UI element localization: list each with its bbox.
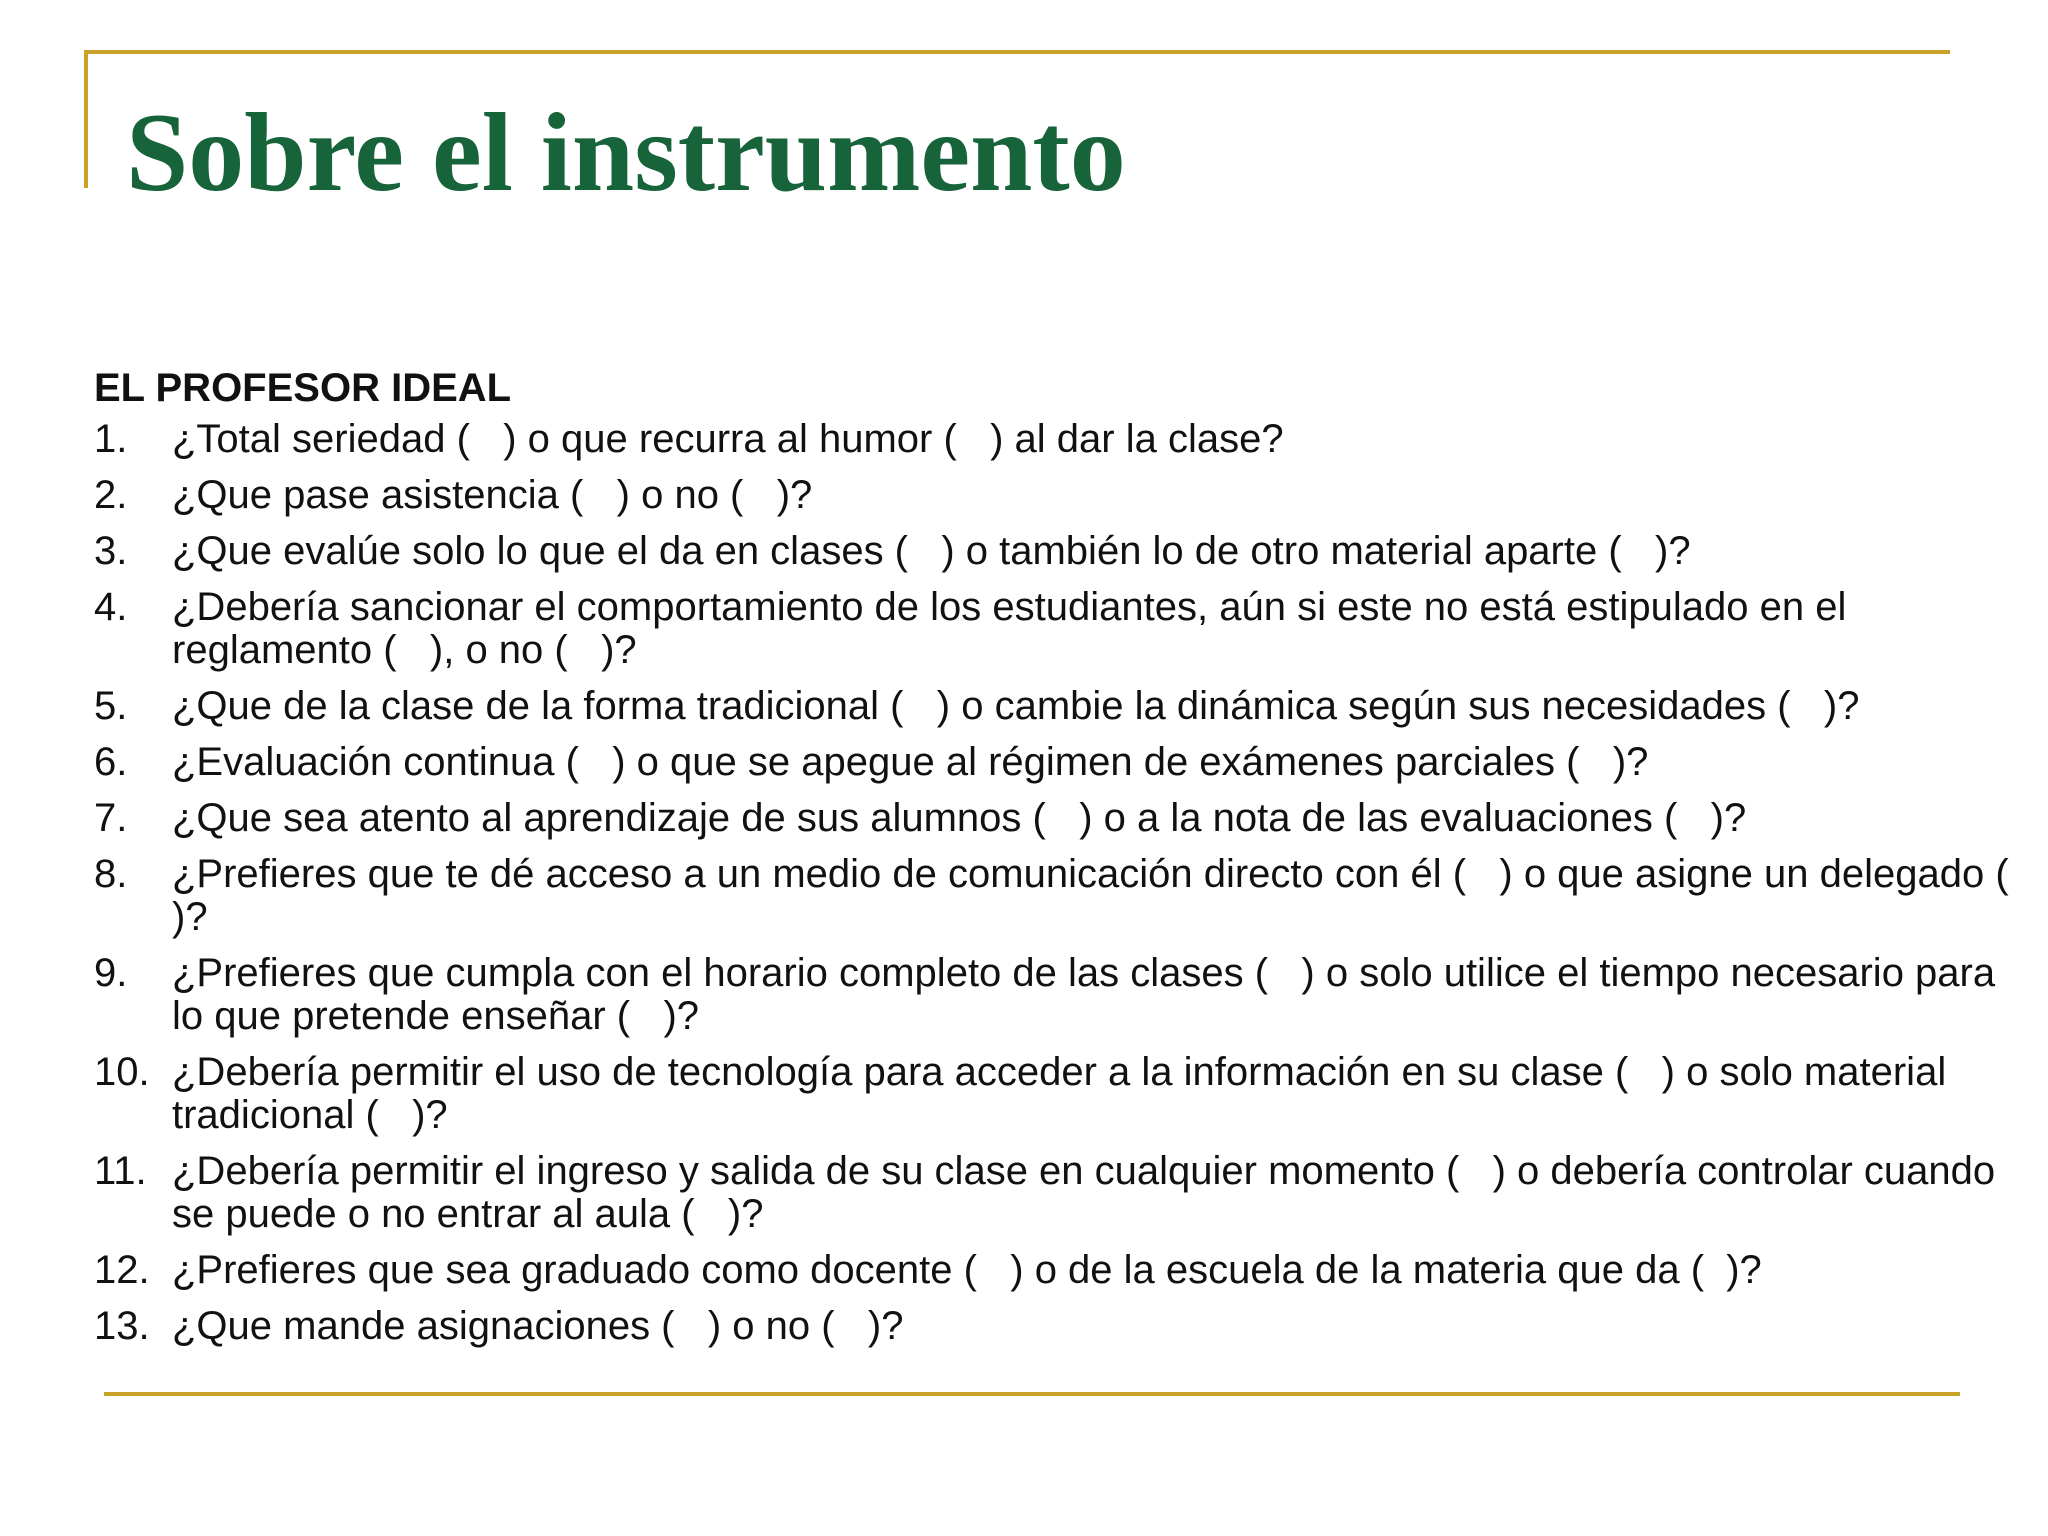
question-text: ¿Debería permitir el uso de tecnología para acceder a la información en su clase ( ) o solo material tradicional ( )? (172, 1050, 1958, 1137)
question-item (94, 1305, 2014, 1348)
question-number: 11. (94, 1149, 147, 1193)
question-text: ¿Total seriedad ( ) o que recurra al humor ( ) al dar la clase? (172, 417, 1284, 461)
question-item (94, 685, 2014, 728)
question-number: 12. (94, 1248, 150, 1292)
question-text: ¿Que sea atento al aprendizaje de sus alumnos ( ) o a la nota de las evaluaciones ( )? (172, 796, 1747, 840)
question-number: 1. (94, 417, 128, 461)
question-item (94, 586, 2014, 672)
question-number: 2. (94, 473, 128, 517)
question-item (94, 797, 2014, 840)
question-item (94, 1249, 2014, 1292)
question-text: ¿Debería permitir el ingreso y salida de su clase en cualquier momento ( ) o debería controlar cuando se puede o no entrar al aula ( )? (172, 1149, 2007, 1236)
question-number: 9. (94, 951, 128, 995)
question-text: ¿Que pase asistencia ( ) o no ( )? (172, 473, 813, 517)
question-item (94, 474, 2014, 517)
question-number: 4. (94, 585, 128, 629)
question-text: ¿Debería sancionar el comportamiento de los estudiantes, aún si este no está estipulado en el reglamento ( ), o no ( )? (172, 585, 1858, 672)
question-item (94, 741, 2014, 784)
question-number: 3. (94, 529, 128, 573)
question-number: 7. (94, 796, 128, 840)
question-text: ¿Que de la clase de la forma tradicional ( ) o cambie la dinámica según sus necesidades ( )? (172, 684, 1860, 728)
question-text: ¿Que mande asignaciones ( ) o no ( )? (172, 1304, 904, 1348)
question-item (94, 418, 2014, 461)
question-number: 13. (94, 1304, 150, 1348)
question-number: 6. (94, 740, 128, 784)
bottom-accent-line (104, 1392, 1960, 1396)
left-accent-line (84, 50, 88, 188)
question-item (94, 852, 2043, 939)
slide-title: Sobre el instrumento (126, 91, 1126, 215)
question-number: 5. (94, 684, 128, 728)
question-number: 10. (94, 1050, 150, 1094)
question-item (94, 530, 2014, 573)
section-heading: EL PROFESOR IDEAL (94, 366, 512, 410)
question-text: ¿Prefieres que sea graduado como docente ( ) o de la escuela de la materia que da ( )? (172, 1248, 1762, 1292)
question-item (94, 1150, 2014, 1236)
top-accent-line (86, 50, 1950, 54)
question-item (94, 1051, 2014, 1137)
question-number: 8. (94, 852, 128, 896)
questionnaire (94, 362, 2043, 1361)
question-text: ¿Prefieres que te dé acceso a un medio de comunicación directo con él ( ) o que asigne un delegado ( )? (172, 852, 2043, 939)
question-text: ¿Que evalúe solo lo que el da en clases ( ) o también lo de otro material aparte ( )? (172, 529, 1691, 573)
question-text: ¿Evaluación continua ( ) o que se apegue al régimen de exámenes parciales ( )? (172, 740, 1649, 784)
question-item (94, 952, 2014, 1038)
question-text: ¿Prefieres que cumpla con el horario completo de las clases ( ) o solo utilice el tiempo necesario para lo que pretende enseñar ( )? (172, 951, 2007, 1038)
